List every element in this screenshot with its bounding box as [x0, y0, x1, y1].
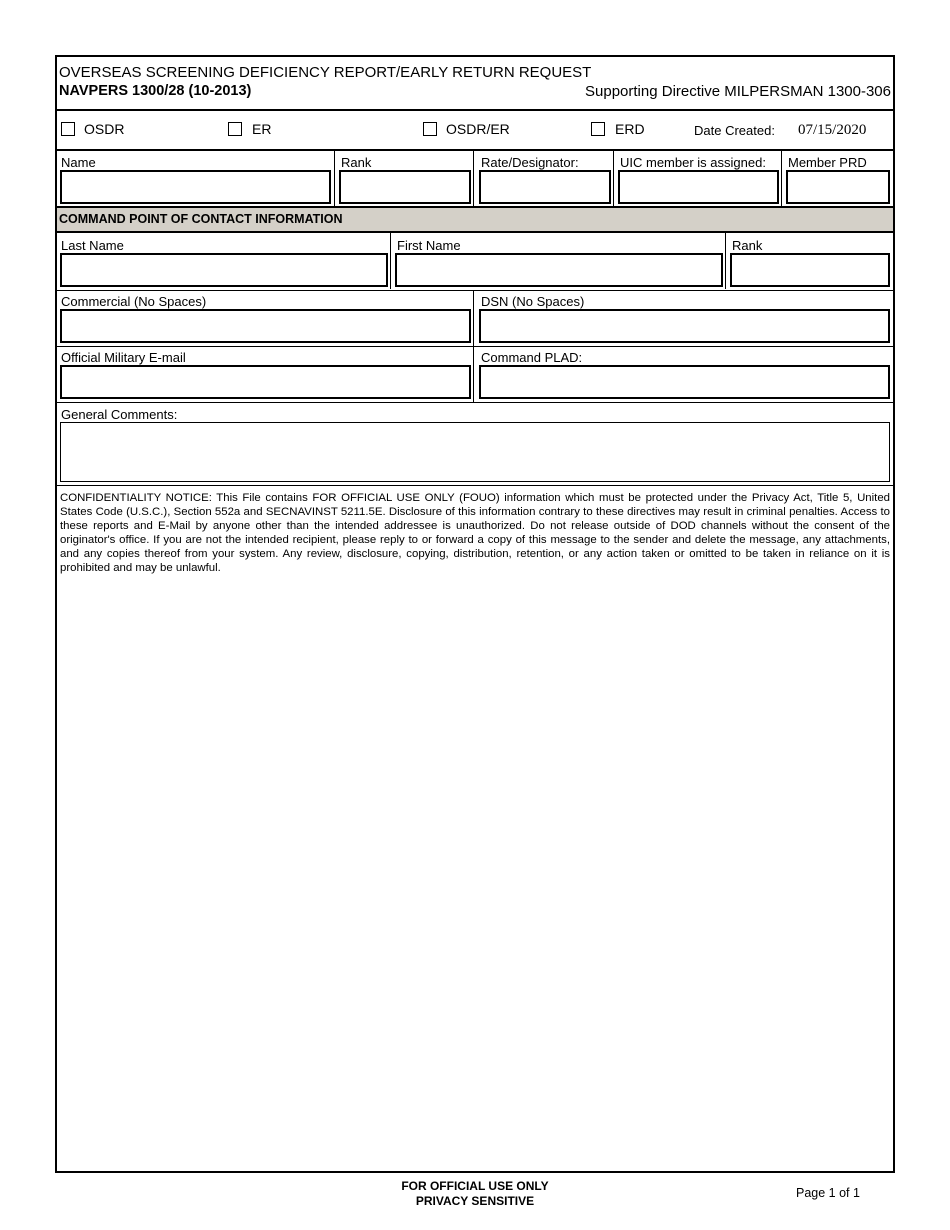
osdr-er-checkbox[interactable] — [423, 122, 437, 136]
first-name-label: First Name — [397, 238, 461, 253]
member-prd-field[interactable] — [786, 170, 890, 204]
commercial-field[interactable] — [60, 309, 471, 343]
date-created-label: Date Created: — [694, 123, 775, 138]
osdr-label: OSDR — [84, 121, 125, 137]
dsn-label: DSN (No Spaces) — [481, 294, 585, 309]
rate-designator-label: Rate/Designator: — [481, 155, 579, 170]
uic-field[interactable] — [618, 170, 779, 204]
general-comments-field[interactable] — [60, 422, 890, 482]
email-label: Official Military E-mail — [61, 350, 186, 365]
form-number: NAVPERS 1300/28 (10-2013) — [59, 83, 252, 99]
last-name-label: Last Name — [61, 238, 124, 253]
page-number: Page 1 of 1 — [796, 1186, 860, 1200]
osdr-checkbox[interactable] — [61, 122, 75, 136]
divider — [55, 109, 893, 111]
last-name-field[interactable] — [60, 253, 388, 287]
command-plad-field[interactable] — [479, 365, 890, 399]
command-plad-label: Command PLAD: — [481, 350, 583, 365]
form-title: OVERSEAS SCREENING DEFICIENCY REPORT/EARLY RETURN REQUEST — [59, 64, 592, 81]
er-label: ER — [252, 121, 272, 137]
section-title: COMMAND POINT OF CONTACT INFORMATION — [59, 212, 343, 226]
divider — [55, 149, 893, 151]
first-name-field[interactable] — [395, 253, 723, 287]
date-created-field[interactable]: 07/15/2020 — [798, 122, 867, 138]
erd-checkbox[interactable] — [591, 122, 605, 136]
rank-field[interactable] — [339, 170, 471, 204]
rank-label: Rank — [341, 155, 372, 170]
uic-label: UIC member is assigned: — [620, 155, 766, 170]
poc-rank-field[interactable] — [730, 253, 890, 287]
footer-privacy: PRIVACY SENSITIVE — [415, 1194, 535, 1208]
footer-fouo: FOR OFFICIAL USE ONLY — [401, 1179, 549, 1193]
name-label: Name — [61, 155, 96, 170]
rate-designator-field[interactable] — [479, 170, 611, 204]
dsn-field[interactable] — [479, 309, 890, 343]
confidentiality-notice: CONFIDENTIALITY NOTICE: This File contains FOR OFFICIAL USE ONLY (FOUO) information which must be protected under the Privacy Act, Title 5, United States Code (U.S.C.), Section 552a and SECNAVINST 5211.5E. Disclosure of this information contrary to these directives may result in criminal penalties. Access to these reports and E-Mail by anyone other than the intended addressee is unauthorized. Do not release outside of DOD channels without the consent of the originator's office. If you are not the intended recipient, please reply to or forward a copy of this message to the sender and delete the message, any attachments, and any copies thereof from your system. Any review, disclosure, copying, distribution, retention, or any action taken or omitted to be taken in reliance on it is prohibited and may be unlawful. — [60, 492, 890, 574]
osdr-er-label: OSDR/ER — [446, 121, 510, 137]
general-comments-label: General Comments: — [61, 407, 178, 422]
er-checkbox[interactable] — [228, 122, 242, 136]
supporting-directive: Supporting Directive MILPERSMAN 1300-306 — [585, 83, 891, 100]
member-prd-label: Member PRD — [788, 155, 867, 170]
commercial-label: Commercial (No Spaces) — [61, 294, 207, 309]
name-field[interactable] — [60, 170, 331, 204]
poc-rank-label: Rank — [732, 238, 763, 253]
email-field[interactable] — [60, 365, 471, 399]
erd-label: ERD — [615, 121, 645, 137]
